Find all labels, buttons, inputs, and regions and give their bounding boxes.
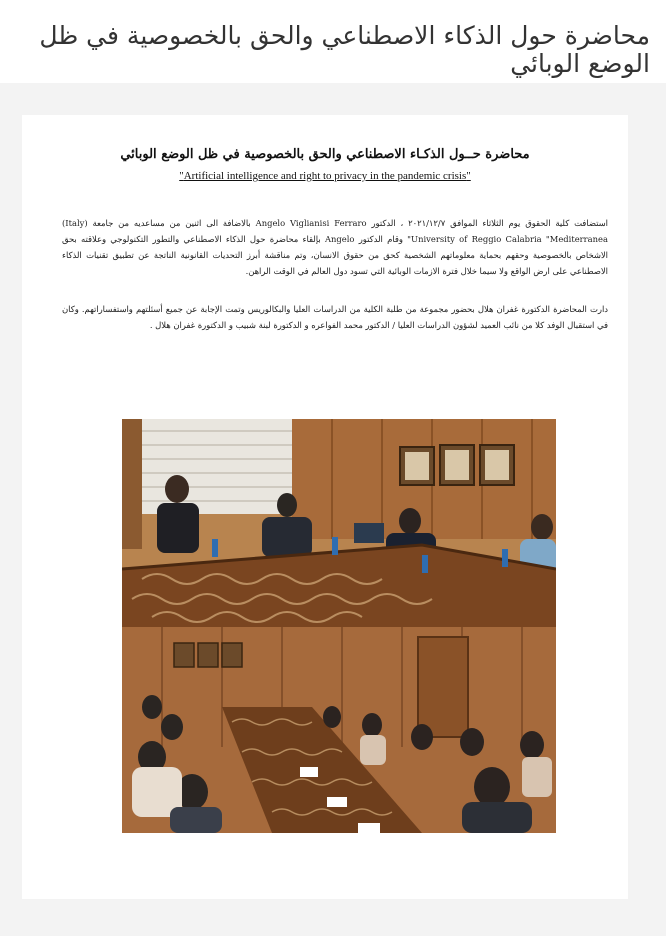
document-subtitle-text: "Artificial intelligence and right to privacy in the pandemic crisis" [179,170,471,182]
document-paragraph: دارت المحاضرة الدكتورة غفران هلال بحضور مجموعة من طلبة الكلية من الدراسات العليا والبكالوريس وتمت الإجابة عن جميع أسئلتهم واستفساراتهم. وكان في استقبال الوفد كلا من نائب العميد لشؤون الدراسات العليا / الدكتور محمد الفواعره و الدكتورة لبنة شبيب و الدكتورة غفران هلال . [62,304,608,330]
document-subtitle [22,170,628,182]
page-header [0,0,666,83]
lecture-photo-2 [122,627,556,833]
page-title: محاضرة حول الذكاء الاصطناعي والحق بالخصوصية في ظل الوضع الوبائي [39,21,650,78]
document-image [22,115,628,899]
document-paragraph: استضافت كلية الحقوق يوم الثلاثاء الموافق ٢٠٢١/١٢/٧ ، الدكتور Angelo Viglianisi Ferraro بالاضافة الى اثنين من مساعديه من جامعة (Italy) University of Reggio Calabria "Mediterranea" وقام الدكتور Angelo بإلقاء محاضرة حول الذكاء الاصطناعي والتطور التكنولوجي وعلاقته بحق الاشخاص بالخصوصية وحقهم بحماية معلوماتهم الشخصية كحق من حقوق الانسان، وتم مناقشة أبرز التحديات القانونية الناتجة عن تطبيق تقنيات الذكاء الاصطناعي على ارض الواقع ولا سيما خلال فترة الازمات الوبائية التي تسود دول العالم في الوقت الراهن. [62,218,608,276]
document-title: محاضرة حــول الذكـاء الاصطناعي والحق بالخصوصية في ظل الوضع الوبائي [120,147,530,162]
lecture-photo-1 [122,419,556,627]
